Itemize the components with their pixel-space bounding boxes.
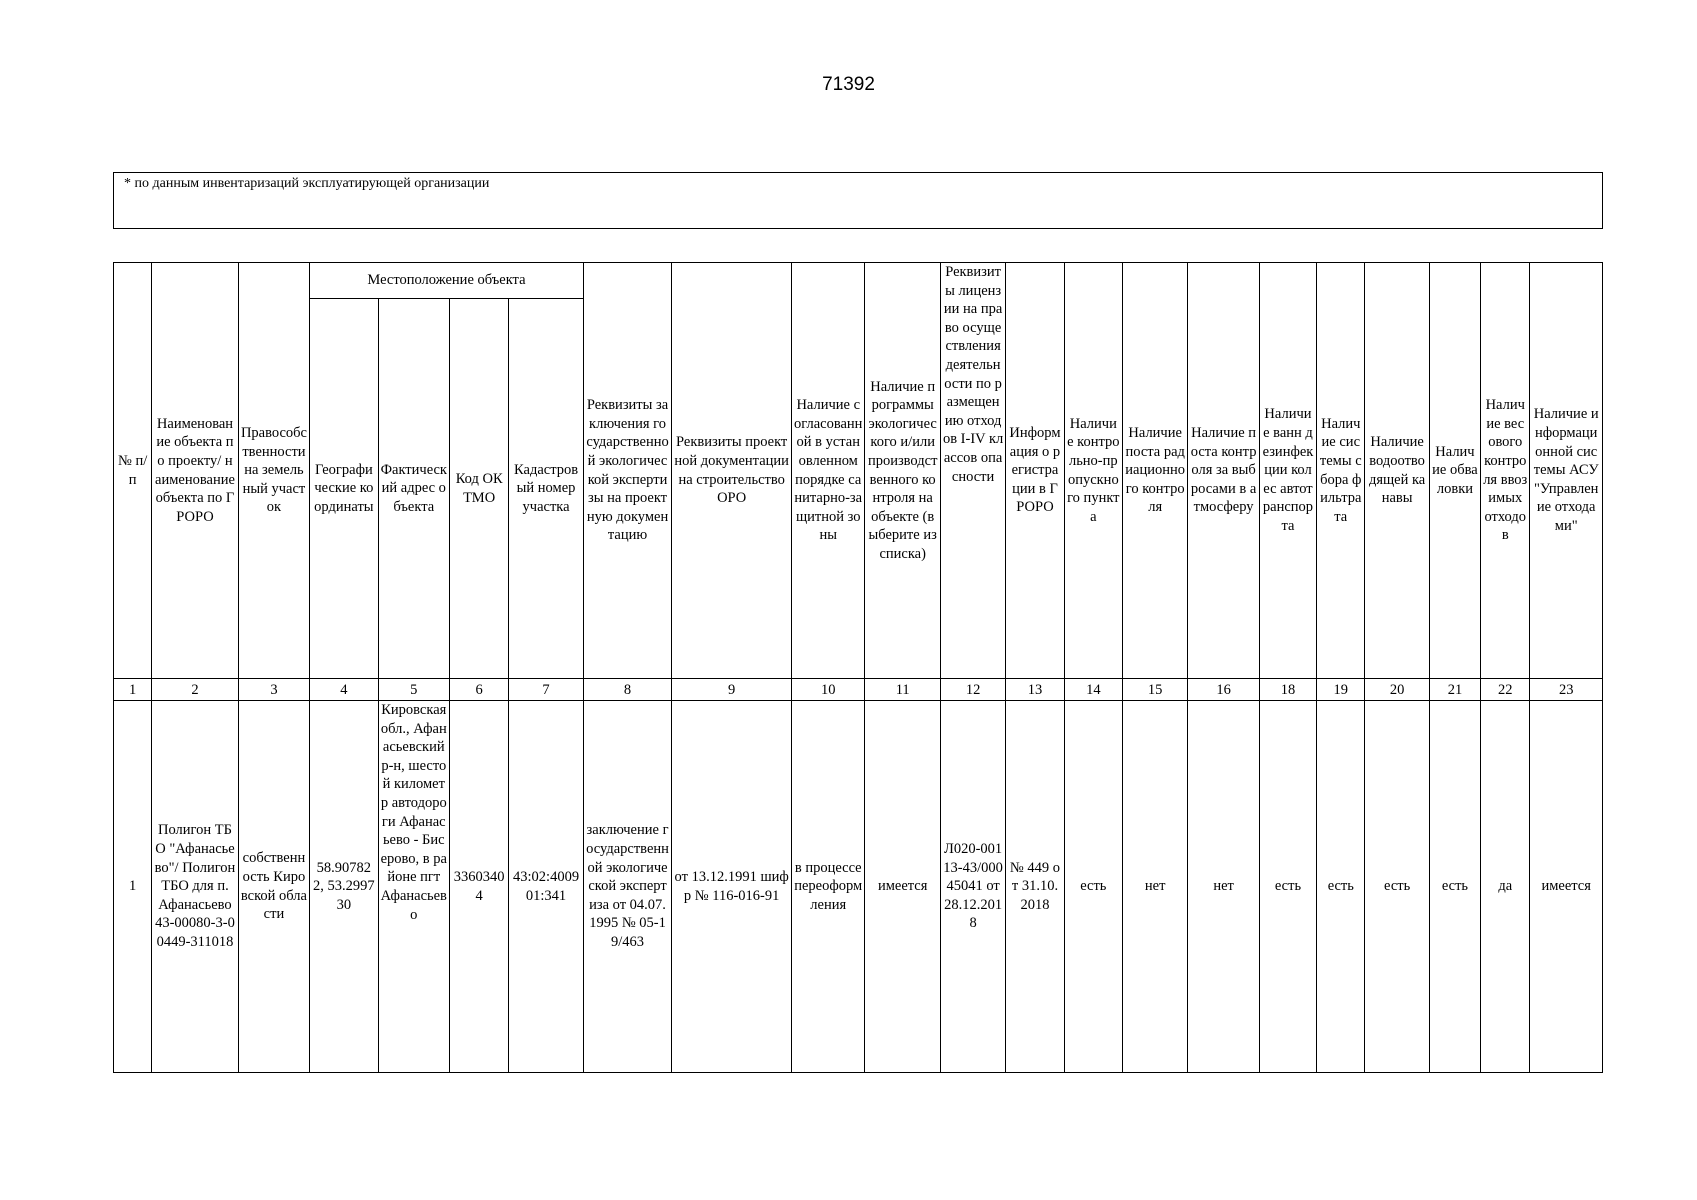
cell-embankment: есть: [1429, 701, 1480, 1073]
cell-ownership: собственность Кировской области: [238, 701, 309, 1073]
column-number: 21: [1429, 679, 1480, 701]
page-number: 71392: [822, 74, 875, 95]
header-address: Фактический адрес объекта: [378, 299, 449, 679]
cell-checkpoint: есть: [1064, 701, 1122, 1073]
header-no: № п/п: [114, 263, 152, 679]
header-weight-control: Наличие весового контроля ввозимых отходов: [1481, 263, 1530, 679]
cell-radiation-post: нет: [1122, 701, 1187, 1073]
column-number: 23: [1530, 679, 1603, 701]
footnote-box: [113, 172, 1603, 229]
cell-expertise: заключение государственной экологической экспертиза от 04.07.1995 № 05-19/463: [583, 701, 672, 1073]
cell-address: Кировская обл., Афанасьевский р-н, шестой километр автодороги Афанасьево - Бисерово, в районе пгт Афанасьево: [378, 701, 449, 1073]
column-number: 22: [1481, 679, 1530, 701]
column-number: 1: [114, 679, 152, 701]
column-number: 5: [378, 679, 449, 701]
column-number: 8: [583, 679, 672, 701]
table-row: [114, 701, 1603, 1073]
column-number: 14: [1064, 679, 1122, 701]
header-location-group: Местоположение объекта: [310, 263, 584, 299]
header-radiation-post: Наличие поста радиационного контроля: [1122, 263, 1187, 679]
column-number: 2: [152, 679, 239, 701]
cell-no: 1: [114, 701, 152, 1073]
column-number: 20: [1365, 679, 1429, 701]
column-number: 16: [1188, 679, 1259, 701]
header-control-program: Наличие программы экологического и/или производственного контроля на объекте (выберите из списка): [865, 263, 940, 679]
column-number: 13: [1006, 679, 1064, 701]
column-number: 3: [238, 679, 309, 701]
column-number: 19: [1317, 679, 1365, 701]
header-checkpoint: Наличие контрольно-пропускного пункта: [1064, 263, 1122, 679]
header-cadastral: Кадастровый номер участка: [509, 299, 583, 679]
cell-emission-post: нет: [1188, 701, 1259, 1073]
header-sanitary-zone: Наличие согласованной в установленном порядке санитарно-защитной зоны: [792, 263, 865, 679]
header-groro: Информация о регистрации в ГРОРО: [1006, 263, 1064, 679]
header-embankment: Наличие обваловки: [1429, 263, 1480, 679]
waste-facility-table: [113, 262, 1603, 1073]
column-number: 10: [792, 679, 865, 701]
cell-control-program: имеется: [865, 701, 940, 1073]
cell-drainage-ditch: есть: [1365, 701, 1429, 1073]
cell-coordinates: 58.907822, 53.299730: [310, 701, 378, 1073]
header-project-docs: Реквизиты проектной документации на строительство ОРО: [672, 263, 792, 679]
column-number: 9: [672, 679, 792, 701]
header-emission-post: Наличие поста контроля за выбросами в атмосферу: [1188, 263, 1259, 679]
column-number: 4: [310, 679, 378, 701]
column-number: 11: [865, 679, 940, 701]
header-filtrate-system: Наличие системы сбора фильтрата: [1317, 263, 1365, 679]
cell-license: Л020-00113-43/00045041 от 28.12.2018: [940, 701, 1005, 1073]
footnote-text: * по данным инвентаризаций эксплуатирующей организации: [124, 176, 490, 191]
cell-object-name: Полигон ТБО "Афанасьево"/ Полигон ТБО для п. Афанасьево 43-00080-3-00449-311018: [152, 701, 239, 1073]
header-asu-system: Наличие информационной системы АСУ "Управление отходами": [1530, 263, 1603, 679]
header-drainage-ditch: Наличие водоотводящей канавы: [1365, 263, 1429, 679]
cell-project-docs: от 13.12.1991 шифр № 116-016-91: [672, 701, 792, 1073]
column-number-row: [114, 679, 1603, 701]
cell-groro: № 449 от 31.10.2018: [1006, 701, 1064, 1073]
cell-asu-system: имеется: [1530, 701, 1603, 1073]
cell-sanitary-zone: в процессе переоформления: [792, 701, 865, 1073]
column-number: 18: [1259, 679, 1316, 701]
column-number: 6: [449, 679, 508, 701]
header-disinfection-bath: Наличие ванн дезинфекции колес автотранспорта: [1259, 263, 1316, 679]
column-number: 15: [1122, 679, 1187, 701]
header-expertise: Реквизиты заключения государственной экологической экспертизы на проектную документацию: [583, 263, 672, 679]
header-object-name: Наименование объекта по проекту/ наименование объекта по ГРОРО: [152, 263, 239, 679]
header-ownership: Правособственности на земельный участок: [238, 263, 309, 679]
cell-filtrate-system: есть: [1317, 701, 1365, 1073]
header-coordinates: Географические координаты: [310, 299, 378, 679]
column-number: 7: [509, 679, 583, 701]
cell-oktmo: 33603404: [449, 701, 508, 1073]
cell-cadastral: 43:02:400901:341: [509, 701, 583, 1073]
header-oktmo: Код ОКТМО: [449, 299, 508, 679]
column-number: 12: [940, 679, 1005, 701]
cell-weight-control: да: [1481, 701, 1530, 1073]
cell-disinfection-bath: есть: [1259, 701, 1316, 1073]
header-license: Реквизиты лицензии на право осуществления деятельности по размещению отходов I-IV классов опасности: [940, 263, 1005, 679]
